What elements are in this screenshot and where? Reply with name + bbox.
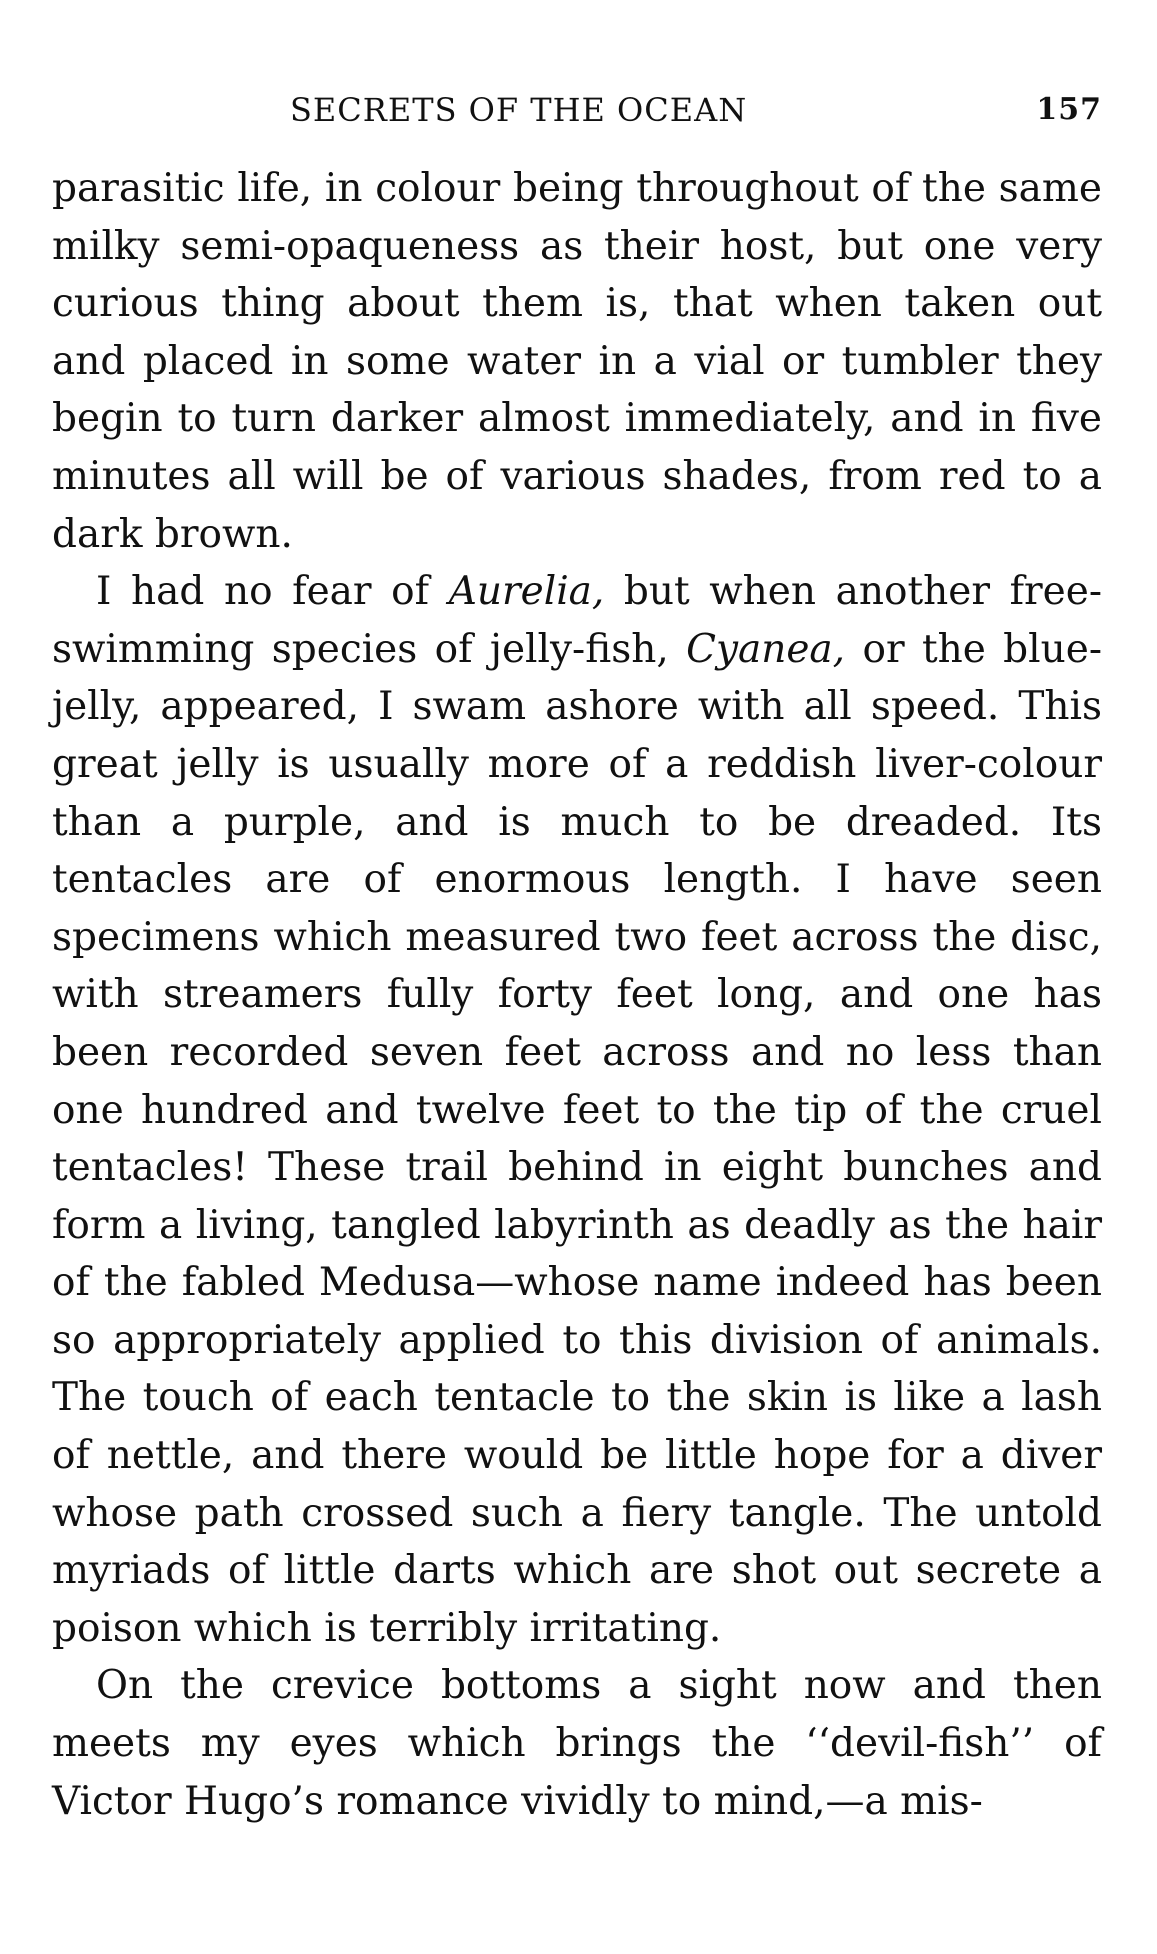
paragraph-text: or the blue-jelly, appeared, I swam ashore with all speed. This great jelly is usually more of a reddish liver-colour than a purple, and is much to be dreaded. Its tentacles are of enormous length. I have seen specimens which measured two feet across the disc, with streamers fully forty feet long, and one has been recorded seven feet across and no less than one hundred and twelve feet to the tip of the cruel tentacles! These trail behind in eight bunches and form a living, tangled labyrinth as deadly as the hair of the fabled Medusa—whose name indeed has been so appropriately applied to this division of animals. The touch of each tentacle to the skin is like a lash of nettle, and there would be little hope for a diver whose path crossed such a fiery tangle. The untold myriads of little darts which are shot out secrete a poison which is terribly irritating.	[52, 626, 1102, 1651]
paragraph-devil-fish: On the crevice bottoms a sight now and then meets my eyes which brings the ‘‘devil-fish’’ of Victor Hugo’s romance vividly to mind,—a mis-	[52, 1663, 1102, 1824]
running-header	[52, 86, 1102, 134]
italic-term-aurelia: Aurelia,	[448, 569, 605, 615]
paragraph-text: I had no fear of	[96, 569, 449, 615]
paragraph-cyanea	[52, 563, 1102, 1657]
book-page	[52, 86, 1102, 1830]
paragraph-continuation: parasitic life, in colour being throughout of the same milky semi-opaqueness as their host, but one very curious thing about them is, that when taken out and placed in some water in a vial or tumbler they begin to turn darker almost immediately, and in five minutes all will be of various shades, from red to a dark brown.	[52, 166, 1102, 557]
page-number: 157	[1036, 92, 1102, 127]
body-text	[52, 160, 1102, 1830]
paragraph-text: but when another free-swimming species of jelly-fish,	[52, 569, 1102, 672]
running-title: SECRETS OF THE OCEAN	[290, 91, 748, 129]
italic-term-cyanea: Cyanea,	[686, 626, 846, 672]
